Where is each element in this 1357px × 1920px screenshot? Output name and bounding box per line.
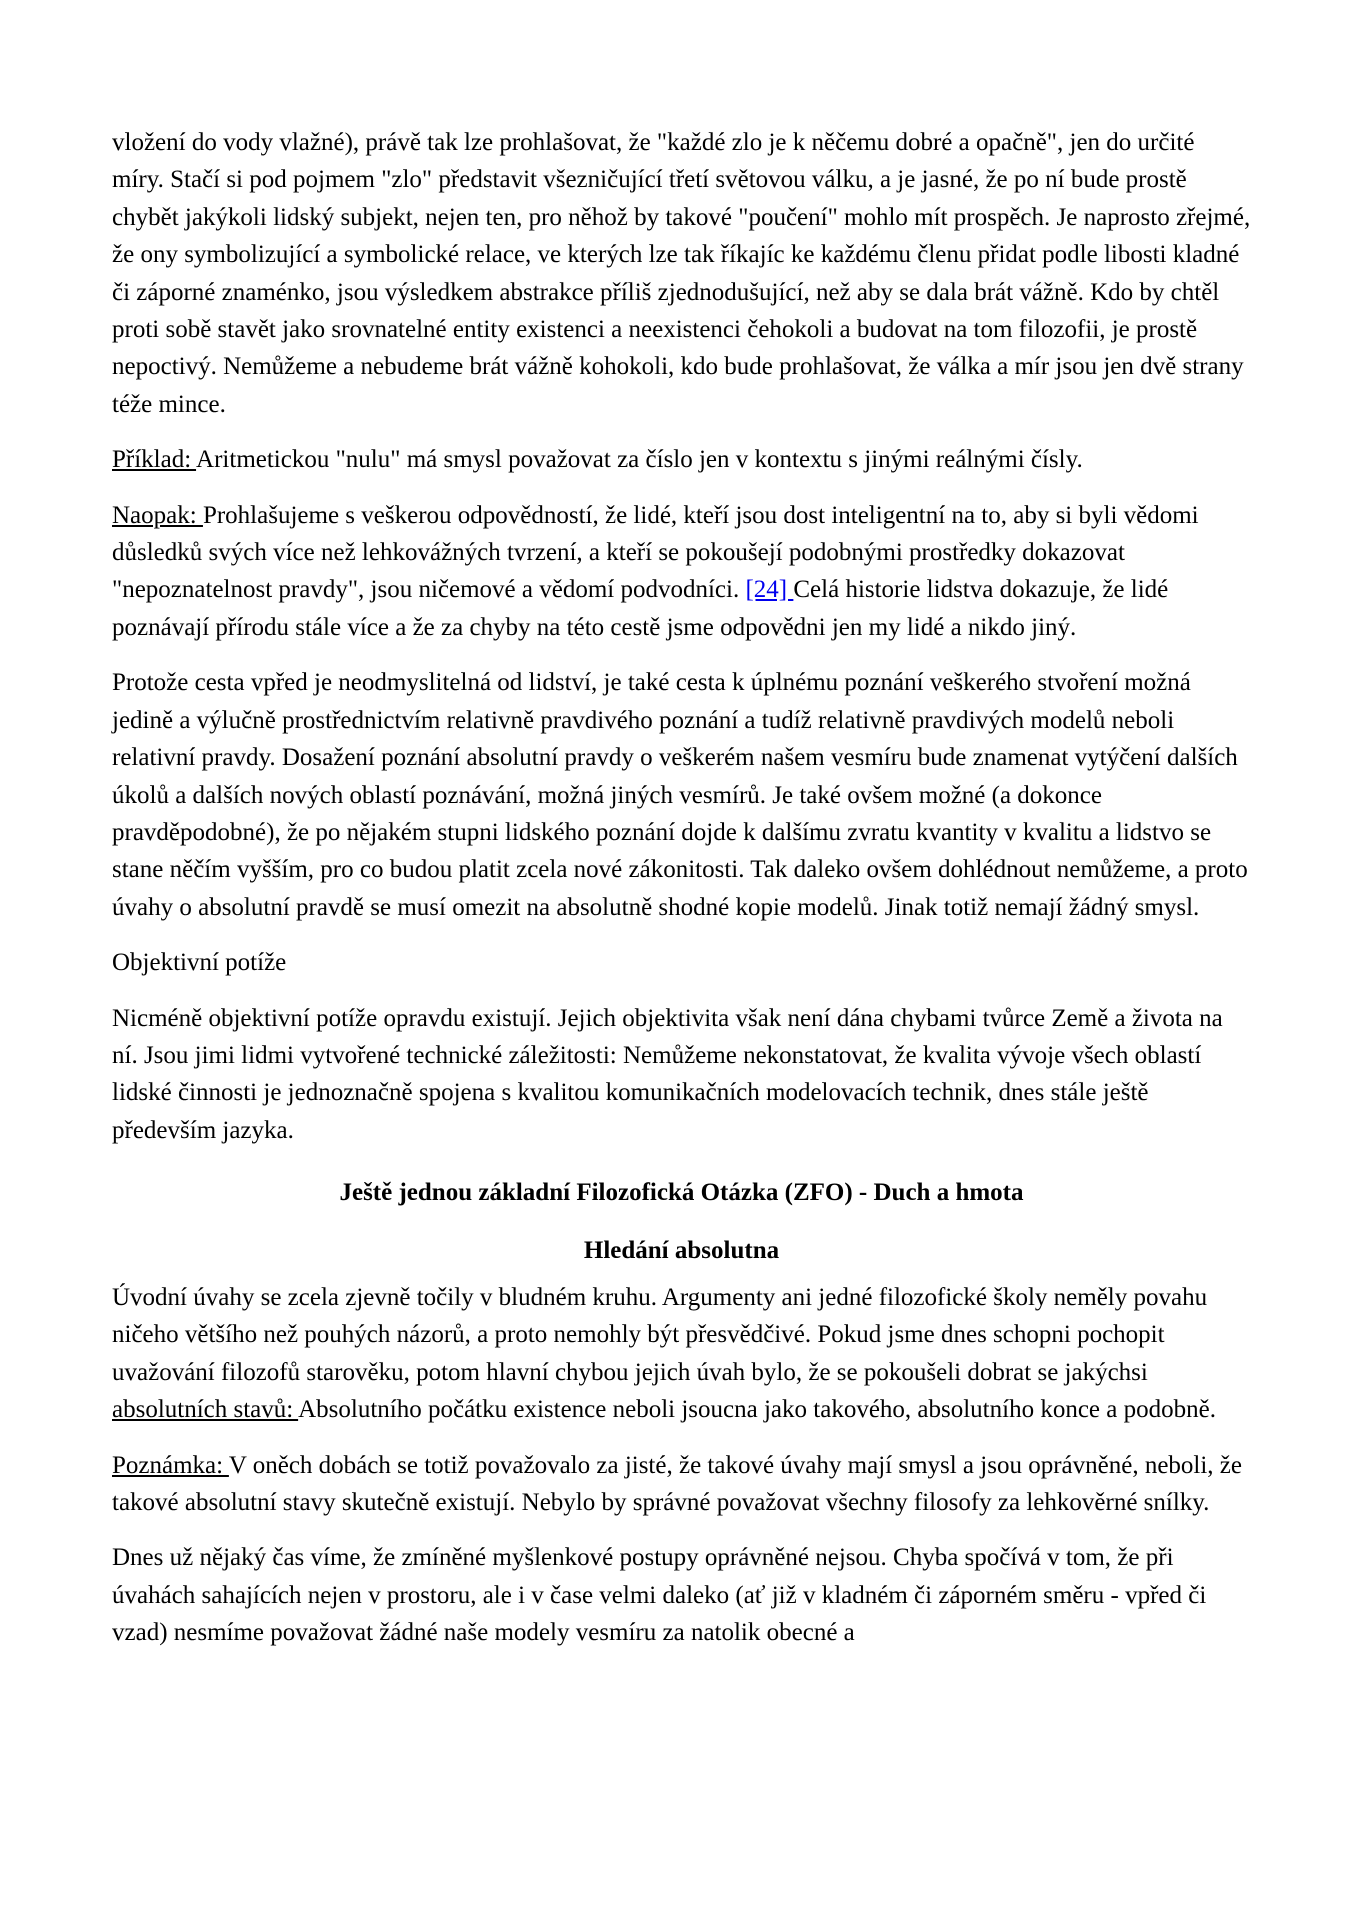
poznamka-paragraph	[112, 1447, 1251, 1522]
text-run: Protože cesta vpřed je neodmyslitelná od lidství, je také cesta k úplnému poznání veškerého stvoření možná jedině a výlučně prostřednictvím relativně pravdivého poznání a tudíž relativně pravdivých modelů neboli relativní pravdy. Dosažení poznání absolutní pravdy o veškerém našem vesmíru bude znamenat vytýčení dalších úkolů a dalších nových oblastí poznávání, možná jiných vesmírů. Je také ovšem možné (a dokonce pravděpodobné), že po nějakém stupni lidského poznání dojde k dalšímu zvratu kvantity v kvalitu a lidstvo se stane něčím vyšším, pro co budou platit zcela nové zákonitosti. Tak daleko ovšem dohlédnout nemůžeme, a proto úvahy o absolutní pravdě se musí omezit na absolutně shodné kopie modelů. Jinak totiž nemají žádný smysl.	[112, 669, 1254, 921]
text-run: Objektivní potíže	[112, 949, 287, 977]
paragraph-continuation	[112, 124, 1257, 423]
text-run: Prohlašujeme s veškerou odpovědností, že lidé, kteří jsou dost inteligentní na to, aby si byli vědomi důsledků svých více než lehkovážných tvrzení, a kteří se pokoušejí podobnými prostředky dokazovat "nepoznatelnost pravdy", jsou ničemové a vědomí podvodníci.	[112, 501, 1205, 604]
text-run: Ještě jednou základní Filozofická Otázka (ZFO) - Duch a hmota	[339, 1179, 1024, 1207]
text-run: Hledání absolutna	[583, 1236, 780, 1264]
document-content	[112, 124, 1257, 1652]
nicmene-paragraph	[112, 1000, 1251, 1150]
protoze-paragraph	[112, 664, 1254, 926]
text-run: Úvodní úvahy se zcela zjevně točily v bludném kruhu. Argumenty ani jedné filozofické školy neměly povahu ničeho většího než pouhých názorů, a proto nemohly být přesvědčivé. Pokud jsme dnes schopni pochopit uvažování filozofů starověku, potom hlavní chybou jejich úvah bylo, že se pokoušeli dobrat se jakýchsi	[112, 1283, 1214, 1386]
example-lead-in: Příklad:	[112, 446, 197, 474]
text-run: Absolutního počátku existence neboli jsoucna jako takového, absolutního konce a podobně.	[298, 1396, 1216, 1424]
naopak-lead-in: Naopak:	[112, 501, 203, 529]
text-run: Dnes už nějaký čas víme, že zmíněné myšlenkové postupy oprávněné nejsou. Chyba spočívá v tom, že při úvahách sahajících nejen v prostoru, ale i v čase velmi daleko (ať již v kladném či záporném směru - vpřed či vzad) nesmíme považovat žádné naše modely vesmíru za natolik obecné a	[112, 1544, 1213, 1647]
objektivni-potize-line	[112, 944, 1251, 981]
uvodni-uvahy-paragraph	[112, 1279, 1251, 1429]
poznamka-lead-in: Poznámka:	[112, 1451, 229, 1479]
text-run: Celá historie lidstva dokazuje, že lidé poznávají přírodu stále více a že za chyby na této cestě jsme odpovědni jen my lidé a nikdo jiný.	[112, 576, 1175, 641]
section-heading-zfo	[112, 1174, 1251, 1211]
absolutnich-stavu-emphasis: absolutních stavů:	[112, 1396, 299, 1424]
citation-link-24[interactable]: [24]	[745, 576, 794, 604]
dnes-paragraph	[112, 1539, 1251, 1651]
text-run: Aritmetickou "nulu" má smysl považovat za číslo jen v kontextu s jinými reálnými čísly.	[196, 446, 1083, 474]
naopak-paragraph	[112, 497, 1251, 647]
subsection-heading-hledani-absolutna	[112, 1232, 1251, 1269]
text-run: V oněch dobách se totiž považovalo za jisté, že takové úvahy mají smysl a jsou oprávněné, neboli, že takové absolutní stavy skutečně existují. Nebylo by správné považovat všechny filosofy za lehkověrné snílky.	[112, 1451, 1249, 1516]
example-paragraph	[112, 441, 1251, 478]
text-run: Nicméně objektivní potíže opravdu existují. Jejich objektivita však není dána chybami tvůrce Země a života na ní. Jsou jimi lidmi vytvořené technické záležitosti: Nemůžeme nekonstatovat, že kvalita vývoje všech oblastí lidské činnosti je jednoznačně spojena s kvalitou komunikačních modelovacích technik, dnes stále ještě především jazyka.	[112, 1004, 1230, 1144]
text-run: vložení do vody vlažné), právě tak lze prohlašovat, že "každé zlo je k něčemu dobré a opačně", jen do určité míry. Stačí si pod pojmem "zlo" představit všezničující třetí světovou válku, a je jasné, že po ní bude prostě chybět jakýkoli lidský subjekt, nejen ten, pro něhož by takové "poučení" mohlo mít prospěch. Je naprosto zřejmé, že ony symbolizující a symbolické relace, ve kterých lze tak říkajíc ke každému členu přidat podle libosti kladné či záporné znaménko, jsou výsledkem abstrakce příliš zjednodušující, než aby se dala brát vážně. Kdo by chtěl proti sobě stavět jako srovnatelné entity existenci a neexistenci čehokoli a budovat na tom filozofii, je prostě nepoctivý. Nemůžeme a nebudeme brát vážně kohokoli, kdo bude prohlašovat, že válka a mír jsou jen dvě strany téže mince.	[112, 129, 1257, 418]
